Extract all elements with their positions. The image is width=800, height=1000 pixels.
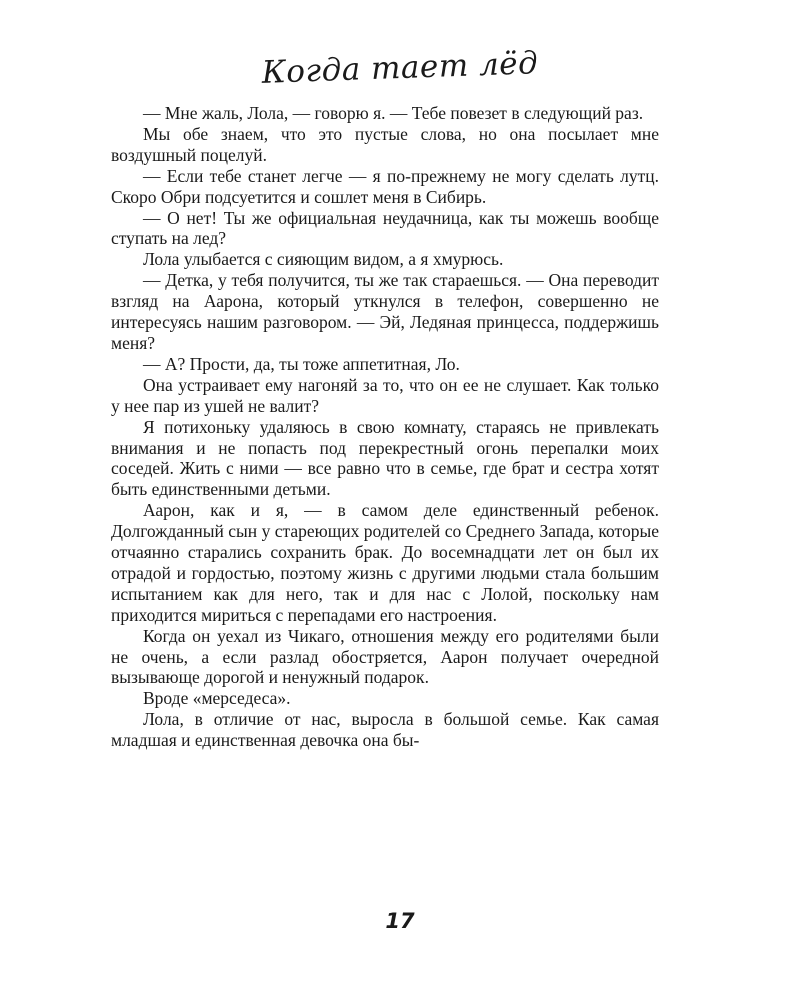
paragraph: — Если тебе станет легче — я по-прежнему не могу сделать лутц. Скоро Обри подсуетится и сошлет меня в Сибирь. [111, 165, 659, 207]
paragraph: Она устраивает ему нагоняй за то, что он ее не слушает. Как только у нее пар из ушей не валит? [111, 374, 659, 416]
page-body [111, 103, 659, 751]
paragraph: — Детка, у тебя получится, ты же так стараешься. — Она переводит взгляд на Аарона, который уткнулся в телефон, совершенно не интересуясь нашим разговором. — Эй, Ледяная принцесса, поддержишь меня? [111, 270, 659, 353]
paragraph: Мы обе знаем, что это пустые слова, но она посылает мне воздушный поцелуй. [111, 123, 659, 165]
paragraph: — А? Прости, да, ты тоже аппетитная, Ло. [143, 353, 460, 374]
paragraph: — О нет! Ты же официальная неудачница, как ты можешь вообще ступать на лед? [111, 207, 659, 249]
paragraph: Когда он уехал из Чикаго, отношения между его родителями были не очень, а если разлад обостряется, Аарон получает очередной вызывающе дорогой и ненужный подарок. [111, 625, 659, 688]
paragraph: Я потихоньку удаляюсь в свою комнату, стараясь не привлекать внимания и не попасть под перекрестный огонь перепалки моих соседей. Жить с ними — все равно что в семье, где брат и сестра хотят быть единственными детьми. [111, 416, 659, 500]
paragraph: Лола улыбается с сияющим видом, а я хмурюсь. [143, 249, 504, 270]
running-head: Когда тает лёд [261, 45, 539, 91]
page-number: 17 [385, 909, 415, 933]
paragraph: — Мне жаль, Лола, — говорю я. — Тебе повезет в следующий раз. [143, 103, 644, 123]
paragraph: Аарон, как и я, — в самом деле единственный ребенок. Долгожданный сын у стареющих родителей со Среднего Запада, которые отчаянно старались сохранить брак. До восемнадцати лет он был их отрадой и гордостью, поэтому жизнь с другими людьми стала большим испытанием как для него, так и для нас с Лолой, поскольку нам приходится мириться с перепадами его настроения. [111, 500, 659, 625]
paragraph: Вроде «мерседеса». [143, 688, 291, 709]
paragraph: Лола, в отличие от нас, выросла в большой семье. Как самая младшая и единственная девочка она бы- [111, 709, 659, 751]
